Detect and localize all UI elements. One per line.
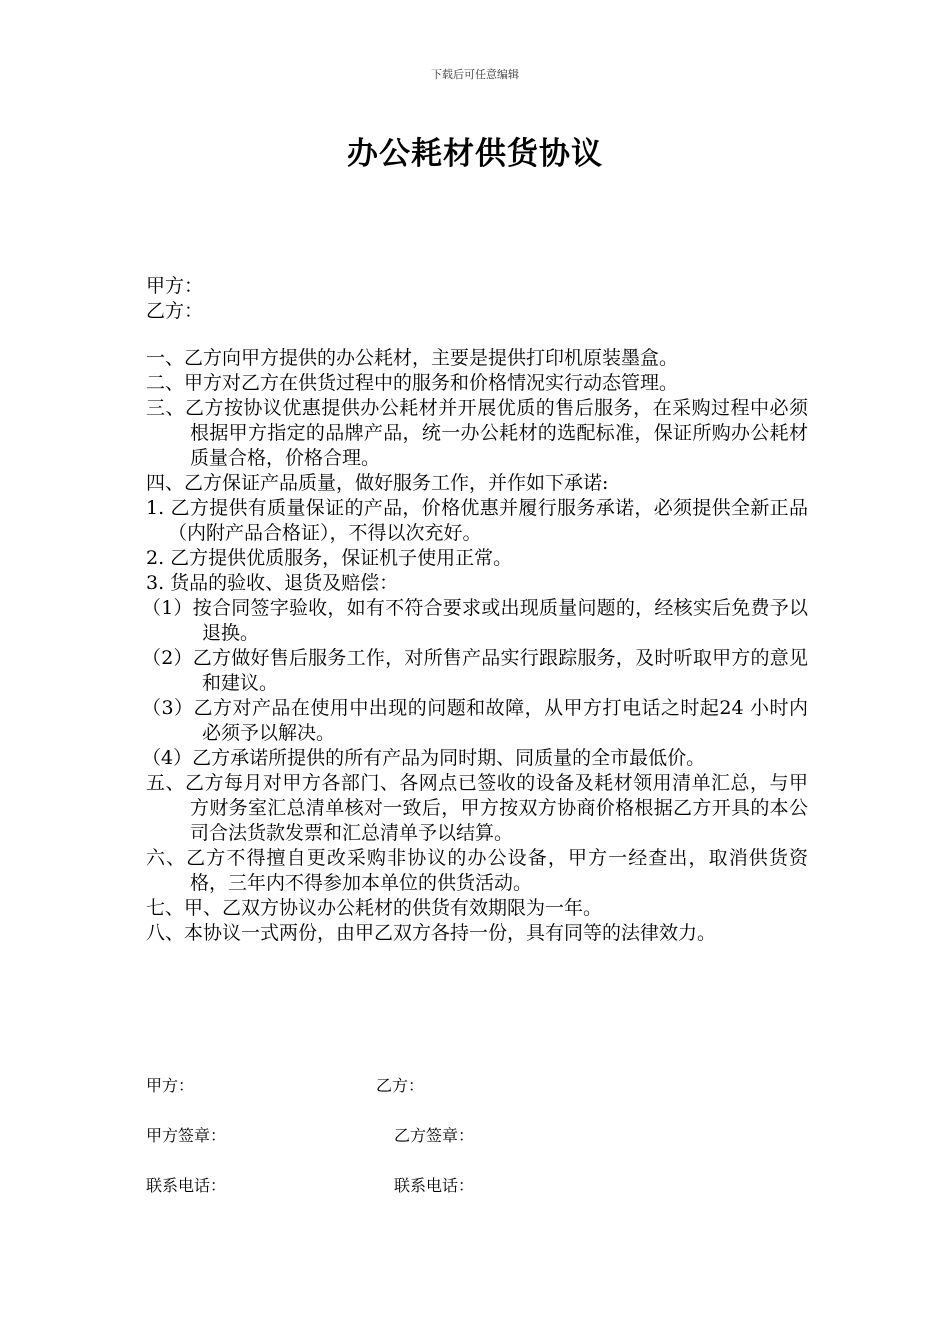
commitment-1: 1. 乙方提供有质量保证的产品，价格优惠并履行服务承诺，必须提供全新正品（内附产品合格证），不得以次充好。 xyxy=(146,497,808,544)
clause-3: 三、乙方按协议优惠提供办公耗材并开展优质的售后服务，在采购过程中必须根据甲方指定的品牌产品，统一办公耗材的选配标准，保证所购办公耗材质量合格，价格合理。 xyxy=(146,397,808,469)
clause-8: 八、本协议一式两份，由甲乙双方各持一份，具有同等的法律效力。 xyxy=(146,922,717,944)
clause-6: 六、乙方不得擅自更改采购非协议的办公设备，甲方一经查出，取消供货资格，三年内不得参加本单位的供货活动。 xyxy=(146,847,808,894)
signature-party-b: 乙方： xyxy=(376,1076,425,1095)
parties-block xyxy=(146,274,203,324)
clause-7: 七、甲、乙双方协议办公耗材的供货有效期限为一年。 xyxy=(146,897,603,919)
seal-party-b: 乙方签章： xyxy=(394,1126,475,1145)
clause-1: 一、乙方向甲方提供的办公耗材，主要是提供打印机原装墨盒。 xyxy=(146,347,679,369)
signature-party-a: 甲方： xyxy=(146,1076,195,1095)
document-title: 办公耗材供货协议 xyxy=(347,136,603,172)
sub-item-1: （1）按合同签字验收，如有不符合要求或出现质量问题的，经核实后免费予以退换。 xyxy=(142,597,808,644)
clause-2: 二、甲方对乙方在供货过程中的服务和价格情况实行动态管理。 xyxy=(146,372,679,394)
sub-item-3: （3）乙方对产品在使用中出现的问题和故障，从甲方打电话之时起24 小时内必须予以解决。 xyxy=(142,697,808,744)
clause-5: 五、乙方每月对甲方各部门、各网点已签收的设备及耗材领用清单汇总，与甲方财务室汇总清单核对一致后，甲方按双方协商价格根据乙方开具的本公司合法货款发票和汇总清单予以结算。 xyxy=(146,772,808,844)
phone-party-b: 联系电话： xyxy=(394,1176,475,1195)
header-note: 下载后可任意编辑 xyxy=(431,68,519,81)
party-b-label: 乙方： xyxy=(146,300,204,322)
party-a-label: 甲方： xyxy=(146,275,204,297)
agreement-body xyxy=(142,346,808,946)
sub-item-2: （2）乙方做好售后服务工作，对所售产品实行跟踪服务，及时听取甲方的意见和建议。 xyxy=(142,647,808,694)
seal-party-a: 甲方签章： xyxy=(146,1126,227,1145)
phone-party-a: 联系电话： xyxy=(146,1176,227,1195)
commitment-3: 3. 货品的验收、退货及赔偿： xyxy=(146,572,399,594)
sub-item-4: （4）乙方承诺所提供的所有产品为同时期、同质量的全市最低价。 xyxy=(142,747,706,769)
clause-4: 四、乙方保证产品质量，做好服务工作，并作如下承诺: xyxy=(146,472,609,494)
commitment-2: 2. 乙方提供优质服务，保证机子使用正常。 xyxy=(146,547,513,569)
